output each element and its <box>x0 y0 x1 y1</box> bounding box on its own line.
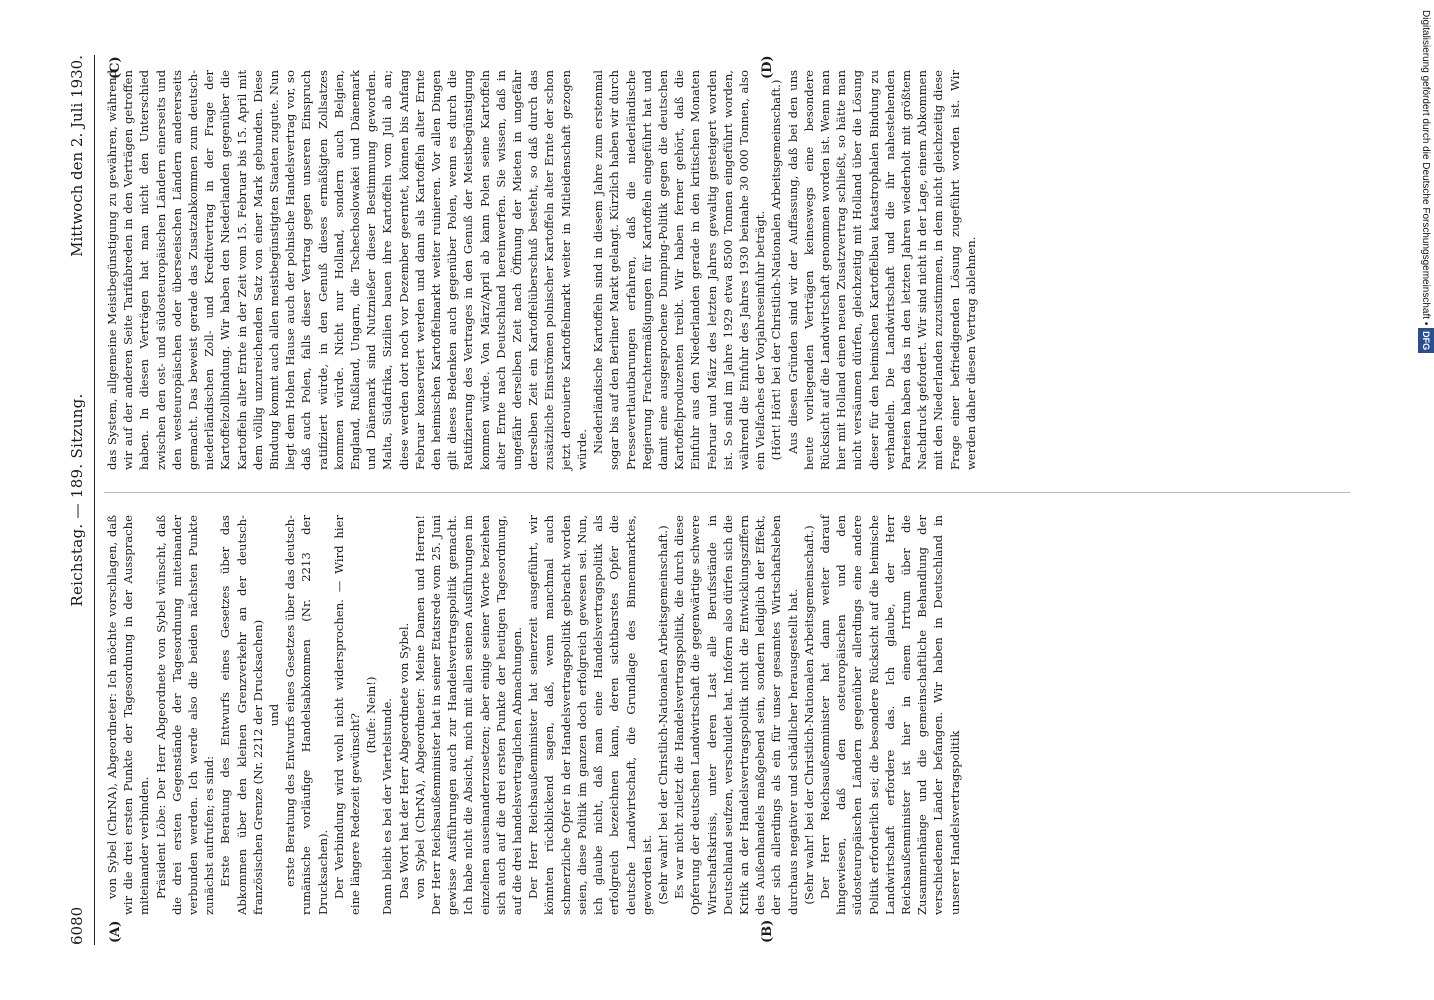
paragraph: Dann bleibt es bei der Viertelstunde. <box>380 698 395 915</box>
sidebar-credit <box>1418 10 1434 990</box>
margin-marker-c: (C) <box>108 56 123 79</box>
paragraph: von Sybel (ChrNA), Abgeordneter: Ich möchte vorschlagen, daß wir die drei ersten Punkte der Tagesordnung in der Aussprache miteinander verbinden. <box>105 515 152 915</box>
column-divider <box>104 492 1350 493</box>
paragraph: Aus diesen Gründen sind wir der Auffassung, daß bei den uns heute vorliegenden Verträgen keineswegs eine besondere Rücksicht auf die Landwirtschaft genommen worden ist. Wenn man hier mit Holland einen neuen Zusatzvertrag schließt, so hätte man nicht versäumen dürfen, gleichzeitig mit Holland über die Lösung dieser für den heimischen Kartoffelbau katastrophalen Bindung zu verhandeln. Die Landwirtschaft und die ihr nahestehenden Parteien haben das in den letzten Jahren wiederholt mit größtem Nachdruck gefordert. Wir sind nicht in der Lage, einem Abkommen mit den Niederlanden zuzustimmen, in dem nicht gleichzeitig diese Frage einer befriedigenden Lösung zugeführt worden ist. Wir werden daher diesen Vertrag ablehnen. <box>785 70 978 470</box>
paragraph: erste Beratung des Entwurfs eines Gesetzes über das deutsch-rumänische vorläufige Handelsabkommen (Nr. 2213 der Drucksachen). <box>283 515 330 915</box>
page-header <box>60 55 95 945</box>
interjection: (Sehr wahr! bei der Christlich-Nationalen Arbeitsgemeinschaft.) <box>655 525 670 905</box>
paragraph: das System, allgemeine Meistbegünstigung zu gewähren, während wir auf der anderen Seite Tarifabreden in den Verträgen getroffen haben. In diesen Verträgen hat man nicht den Unterschied zwischen den ost- und südosteuropäischen Ländern einerseits und den westeuropäischen oder überseeischen Ländern andererseits gemacht. Das beweist gerade das Zusatzabkommen zum deutsch-niederländischen Zoll- und Kreditvertrag in der Frage der Kartoffelzollbindung. Wir haben den Niederlanden gegenüber die Kartoffeln alter Ernte in der Zeit vom 15. Februar bis 15. April mit dem völlig unzureichenden Satz von einer Mark gebunden. Diese Bindung kommt auch allen meistbegünstigten Staaten zugute. Nun liegt dem Hohen Hause auch der polnische Handelsvertrag vor, so daß auch Polen, falls dieser Vertrag gegen unseren Einspruch ratifiziert würde, in den Genuß dieses ermäßigten Zollsatzes kommen würde. Nicht nur Holland, sondern auch Belgien, England, Rußland, Ungarn, die Tschechoslowakei und Dänemark und Dänemark sind Nutznießer dieser Bestimmung geworden. Malta, Südafrika, Sizilien bauen ihre Kartoffeln vom Juli ab an; diese werden dort noch vor Dezember geerntet, können bis Anfang Februar konserviert werden und dann als Kartoffeln alter Ernte den heimischen Kartoffelmarkt weiter ruinieren. Vor allen Dingen gilt dieses Bedenken auch gegenüber Polen, wenn es durch die Ratifizierung des Vertrages in den Genuß der Meistbegünstigung kommen würde. Von März/April ab kann Polen seine Kartoffeln alter Ernte nach Deutschland hereinwerfen. Sie wissen, daß in ungefähr derselben Zeit nach Öffnung der Mieten in ungefähr derselben Zeit ein Kartoffelüberschuß besteht, so daß durch das zusätzliche Einströmen polnischer Kartoffeln alter Ernte der schon jetzt derouierte Kartoffelmarkt weiter in Mitleidenschaft gezogen würde. <box>105 70 589 470</box>
interjection: (Hört! Hört! bei der Christlich-Nationalen Arbeitsgemeinschaft.) <box>769 79 784 461</box>
paragraph: Der Herr Reichsaußenminister hat seinerzeit ausgeführt, wir könnten rückblickend sagen, daß, wenn manchmal auch schmerzliche Opfer in der Handelsvertragspolitik gebracht worden seien, diese Politik im ganzen doch erfolgreich gewesen sei. Nun, ich glaube nicht, daß man eine Handelsvertragspolitik als erfolgreich bezeichnen kann, deren sichtbarstes Opfer die deutsche Landwirtschaft, die Grundlage des Binnenmarktes, geworden ist. <box>526 515 654 915</box>
dfg-logo: DFG <box>1418 328 1434 353</box>
rotated-page-content <box>60 55 1370 945</box>
paragraph: Es war nicht zuletzt die Handelsvertragspolitik, die durch diese Opferung der deutschen Landwirtschaft die gegenwärtige schwere Wirtschaftskrisis, unter deren Last alle Berufsstände in Deutschland seufzen, verschuldet hat. Infofern also dürfen sich die Kritik an der Handelsvertragspolitik nicht die Entwicklungsziffern des Außenhandels maßgebend sein, sondern lediglich der Effekt, der sich allerdings als ein für unser gesamtes Wirtschaftsleben durchaus negativer und schädlicher herausgestellt hat. <box>672 515 800 915</box>
sidebar-credit-text: Digitalisierung gefördert durch die Deutsche Forschungsgemeinschaft • <box>1420 10 1431 326</box>
page-number: 6080 <box>68 906 86 945</box>
interjection: (Sehr wahr! bei der Christlich-Nationalen Arbeitsgemeinschaft.) <box>801 525 816 905</box>
right-column <box>104 70 979 470</box>
paragraph: Erste Beratung des Entwurfs eines Gesetzes über das Abkommen über den kleinen Grenzverkehr an der deutsch-französischen Grenze (Nr. 2212 der Drucksachen) <box>218 515 265 915</box>
paragraph: von Sybel (ChrNA), Abgeordneter: Meine Damen und Herren! Der Herr Reichsaußenminister hat in seiner Etatsrede vom 25. Juni gewisse Ausführungen auch zur Handelsvertragspolitik gemacht. Ich habe nicht die Absicht, mich mit allen seinen Ausführungen im einzelnen auseinanderzusetzen; aber einige seiner Worte beziehen sich auch auf die drei ersten Punkte der heutigen Tagesordnung, auf die drei handelsvertraglichen Abmachungen. <box>412 515 525 915</box>
digitization-sidebar <box>1418 10 1434 990</box>
left-column <box>104 515 963 915</box>
page-title: Reichstag. — 189. Sitzung. <box>68 393 86 607</box>
margin-marker-a: (A) <box>108 920 123 943</box>
paragraph: Das Wort hat der Herr Abgeordnete von Sybel. <box>396 622 411 899</box>
paragraph: Niederländische Kartoffeln sind in diesem Jahre zum erstenmal sogar bis auf den Berliner Markt gelangt. Kürzlich haben wir durch Pressevertlautbarungen erfahren, daß die niederländische Regierung Frachtermäßigungen für Kartoffeln eingeführt hat und damit eine ausgesprochene Dumping-Politik gegen die deutschen Kartoffelproduzenten treibt. Wir haben ferner gehört, daß die Einfuhr aus den Niederlanden gerade in den kritischen Monaten Februar und März des letzten Jahres gewaltig gesteigert worden ist. So sind im Jahre 1929 etwa 8500 Tonnen eingeführt worden, während die Einfuhr des Jahres 1930 beinahe 30 000 Tonnen, also ein Vielfaches der Vorjahreseinfuhr beträgt. <box>591 70 768 470</box>
interjection: (Rufe: Nein!) <box>364 676 379 754</box>
paragraph: Der Verbindung wird wohl nicht widersprochen. — Wird hier eine längere Redezeit gewünscht? <box>331 515 363 915</box>
paragraph: und <box>267 703 282 727</box>
paragraph: Der Herr Reichsaußenminister hat dann weiter darauf hingewiesen, daß den osteuropäischen und den südosteuropäischen Ländern gegenüber allerdings eine andere Politik erforderlich sei; die besondere Rücksicht auf die heimische Landwirtschaft erfordere das. Ich glaube, der Herr Reichsaußenminister ist hier in einem Irrtum über die Zusammenhänge und die gemeinschaftliche Behandlung der verschiedenen Länder befangen. Wir haben in Deutschland in unserer Handelsvertragspolitik <box>817 515 962 915</box>
margin-marker-b: (B) <box>760 919 775 943</box>
paragraph: Präsident Löbe: Der Herr Abgeordnete von Sybel wünscht, daß die drei ersten Gegenstände der Tagesordnung miteinander verbunden werden. Ich werde also die beiden nächsten Punkte zunächst aufrufen; es sind: <box>153 515 217 915</box>
page-date: Mittwoch den 2. Juli 1930. <box>68 55 86 257</box>
margin-marker-d: (D) <box>760 55 775 79</box>
